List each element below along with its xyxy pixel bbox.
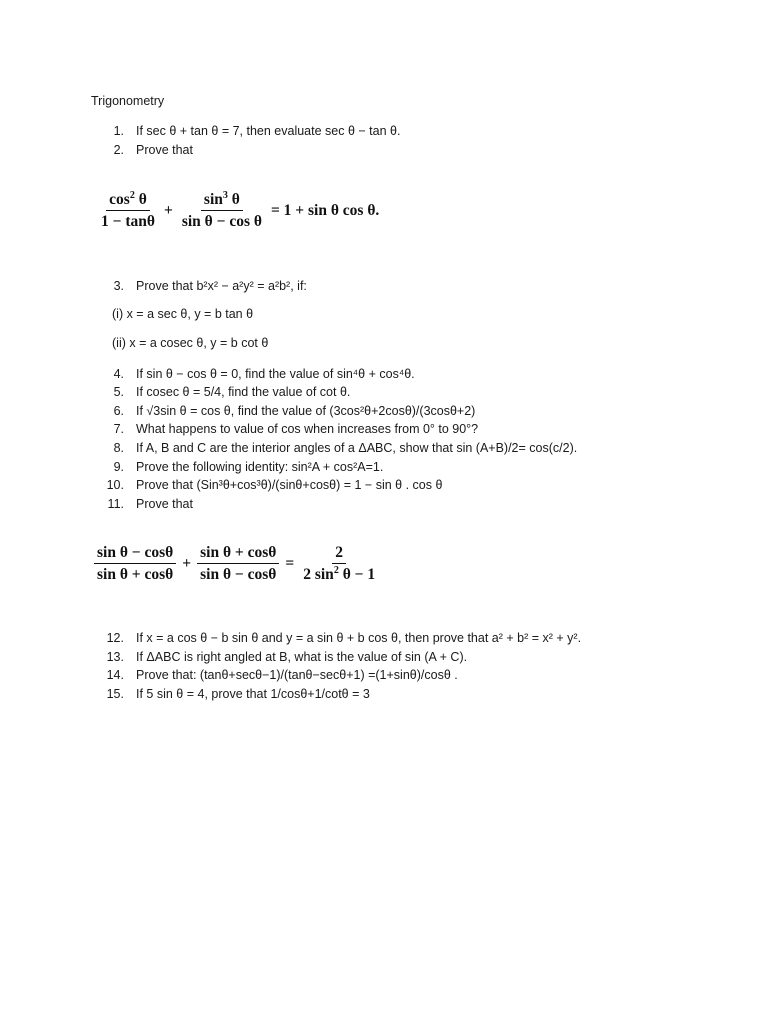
question-number: 15. — [106, 687, 124, 701]
question-number: 6. — [113, 404, 124, 418]
question-text: Prove that — [136, 143, 193, 157]
document-title: Trigonometry — [91, 94, 165, 108]
question-text: If sec θ + tan θ = 7, then evaluate sec θ − tan θ. — [136, 124, 401, 138]
question-text: If x = a cos θ − b sin θ and y = a sin θ + b cos θ, then prove that a² + b² = x² + y². — [136, 631, 582, 645]
fraction-denominator: 2 $\sin^2 \theta - 1$ — [303, 565, 376, 583]
question-number: 10. — [106, 478, 124, 492]
question-text: What happens to value of cos when increases from 0° to 90°? — [136, 422, 479, 436]
fraction-numerator: $\sin^3 \theta$ — [201, 190, 243, 211]
question-text: If √3sin θ = cos θ, find the value of (3cos²θ+2cosθ)/(3cosθ+2) — [136, 404, 476, 418]
fraction-denominator: 1 − tanθ — [101, 213, 155, 230]
question-number: 4. — [113, 367, 124, 381]
question-number: 5. — [113, 385, 124, 399]
equation-fraction — [179, 190, 265, 231]
fraction-denominator: sin θ + cosθ — [97, 566, 174, 583]
question-text: Prove that: (tanθ+secθ−1)/(tanθ−secθ+1) =(1+sinθ)/cosθ . — [136, 668, 458, 682]
plus-sign: + — [182, 554, 192, 572]
plus-sign: + — [163, 201, 173, 219]
question-number: 11. — [107, 497, 124, 511]
equation-fraction — [197, 543, 279, 584]
question-number: 9. — [113, 460, 124, 474]
question-number: 12. — [106, 631, 124, 645]
fraction-numerator: $\cos^2 \theta$ — [106, 190, 150, 211]
question-text: If A, B and C are the interior angles of a ΔABC, show that sin (A+B)/2= cos(c/2). — [136, 441, 578, 455]
question-number: 7. — [113, 422, 124, 436]
equation-rhs: = 1 + sin θ cos θ. — [270, 201, 380, 219]
fraction-denominator: sin θ − cosθ — [200, 566, 277, 583]
question-text: Prove that (Sin³θ+cos³θ)/(sinθ+cosθ) = 1 − sin θ . cos θ — [136, 478, 443, 492]
question-number: 14. — [106, 668, 124, 682]
fraction-numerator: sin θ + cosθ — [197, 543, 279, 564]
question-number: 13. — [106, 650, 124, 664]
question-number: 1. — [113, 124, 124, 138]
question-number: 2. — [113, 143, 124, 157]
question-text: Prove that b²x² − a²y² = a²b², if: — [136, 279, 307, 293]
equation-1 — [96, 190, 383, 231]
equation-fraction — [98, 190, 158, 231]
subpart-i: (i) x = a sec θ, y = b tan θ — [112, 307, 254, 321]
equals-sign: = — [285, 554, 295, 572]
question-text: Prove that — [136, 497, 193, 511]
question-text: If 5 sin θ = 4, prove that 1/cosθ+1/cotθ = 3 — [136, 687, 370, 701]
fraction-numerator: sin θ − cosθ — [94, 543, 176, 564]
equation-fraction — [94, 543, 176, 584]
question-number: 8. — [113, 441, 124, 455]
subpart-ii: (ii) x = a cosec θ, y = b cot θ — [112, 336, 269, 350]
question-number: 3. — [113, 279, 124, 293]
question-text: Prove the following identity: sin²A + cos²A=1. — [136, 460, 384, 474]
question-text: If cosec θ = 5/4, find the value of cot θ. — [136, 385, 351, 399]
equation-fraction — [300, 543, 378, 584]
question-text: If ΔABC is right angled at B, what is the value of sin (A + C). — [136, 650, 468, 664]
fraction-denominator: sin θ − cos θ — [181, 213, 262, 230]
equation-2 — [92, 543, 380, 584]
fraction-numerator: 2 — [332, 543, 346, 564]
question-text: If sin θ − cos θ = 0, find the value of sin⁴θ + cos⁴θ. — [136, 367, 415, 381]
